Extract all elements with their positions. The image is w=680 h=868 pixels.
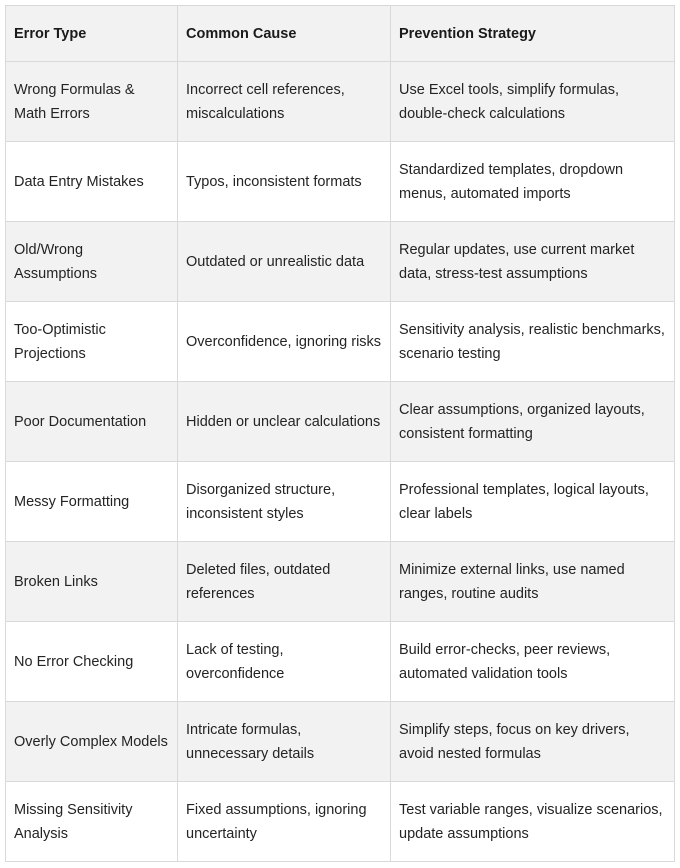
cell-error-type: Old/Wrong Assumptions	[6, 222, 178, 302]
cell-error-type: Overly Complex Models	[6, 702, 178, 782]
cell-common-cause: Deleted files, outdated references	[178, 542, 391, 622]
table-row	[6, 222, 675, 302]
table-row	[6, 142, 675, 222]
cell-common-cause: Disorganized structure, inconsistent styles	[178, 462, 391, 542]
table-row	[6, 302, 675, 382]
cell-common-cause: Intricate formulas, unnecessary details	[178, 702, 391, 782]
cell-prevention-strategy: Sensitivity analysis, realistic benchmarks, scenario testing	[391, 302, 675, 382]
table-row	[6, 62, 675, 142]
cell-error-type: Too-Optimistic Projections	[6, 302, 178, 382]
table-row	[6, 542, 675, 622]
cell-error-type: No Error Checking	[6, 622, 178, 702]
cell-common-cause: Incorrect cell references, miscalculations	[178, 62, 391, 142]
header-common-cause: Common Cause	[178, 6, 391, 62]
cell-error-type: Broken Links	[6, 542, 178, 622]
header-prevention-strategy: Prevention Strategy	[391, 6, 675, 62]
cell-common-cause: Fixed assumptions, ignoring uncertainty	[178, 782, 391, 862]
cell-prevention-strategy: Test variable ranges, visualize scenarios, update assumptions	[391, 782, 675, 862]
table-row	[6, 462, 675, 542]
header-row	[6, 6, 675, 62]
cell-prevention-strategy: Standardized templates, dropdown menus, automated imports	[391, 142, 675, 222]
cell-common-cause: Lack of testing, overconfidence	[178, 622, 391, 702]
cell-prevention-strategy: Use Excel tools, simplify formulas, double-check calculations	[391, 62, 675, 142]
cell-prevention-strategy: Regular updates, use current market data, stress-test assumptions	[391, 222, 675, 302]
table-header	[6, 6, 675, 62]
cell-error-type: Wrong Formulas & Math Errors	[6, 62, 178, 142]
cell-common-cause: Outdated or unrealistic data	[178, 222, 391, 302]
table-container	[5, 5, 675, 862]
cell-prevention-strategy: Minimize external links, use named ranges, routine audits	[391, 542, 675, 622]
cell-common-cause: Overconfidence, ignoring risks	[178, 302, 391, 382]
table-row	[6, 702, 675, 782]
header-error-type: Error Type	[6, 6, 178, 62]
cell-error-type: Poor Documentation	[6, 382, 178, 462]
table-row	[6, 622, 675, 702]
table-row	[6, 782, 675, 862]
cell-prevention-strategy: Clear assumptions, organized layouts, consistent formatting	[391, 382, 675, 462]
error-table	[5, 5, 675, 862]
cell-error-type: Messy Formatting	[6, 462, 178, 542]
cell-prevention-strategy: Simplify steps, focus on key drivers, avoid nested formulas	[391, 702, 675, 782]
table-body	[6, 62, 675, 862]
table-row	[6, 382, 675, 462]
cell-error-type: Missing Sensitivity Analysis	[6, 782, 178, 862]
cell-prevention-strategy: Build error-checks, peer reviews, automated validation tools	[391, 622, 675, 702]
cell-common-cause: Typos, inconsistent formats	[178, 142, 391, 222]
cell-prevention-strategy: Professional templates, logical layouts, clear labels	[391, 462, 675, 542]
cell-common-cause: Hidden or unclear calculations	[178, 382, 391, 462]
cell-error-type: Data Entry Mistakes	[6, 142, 178, 222]
